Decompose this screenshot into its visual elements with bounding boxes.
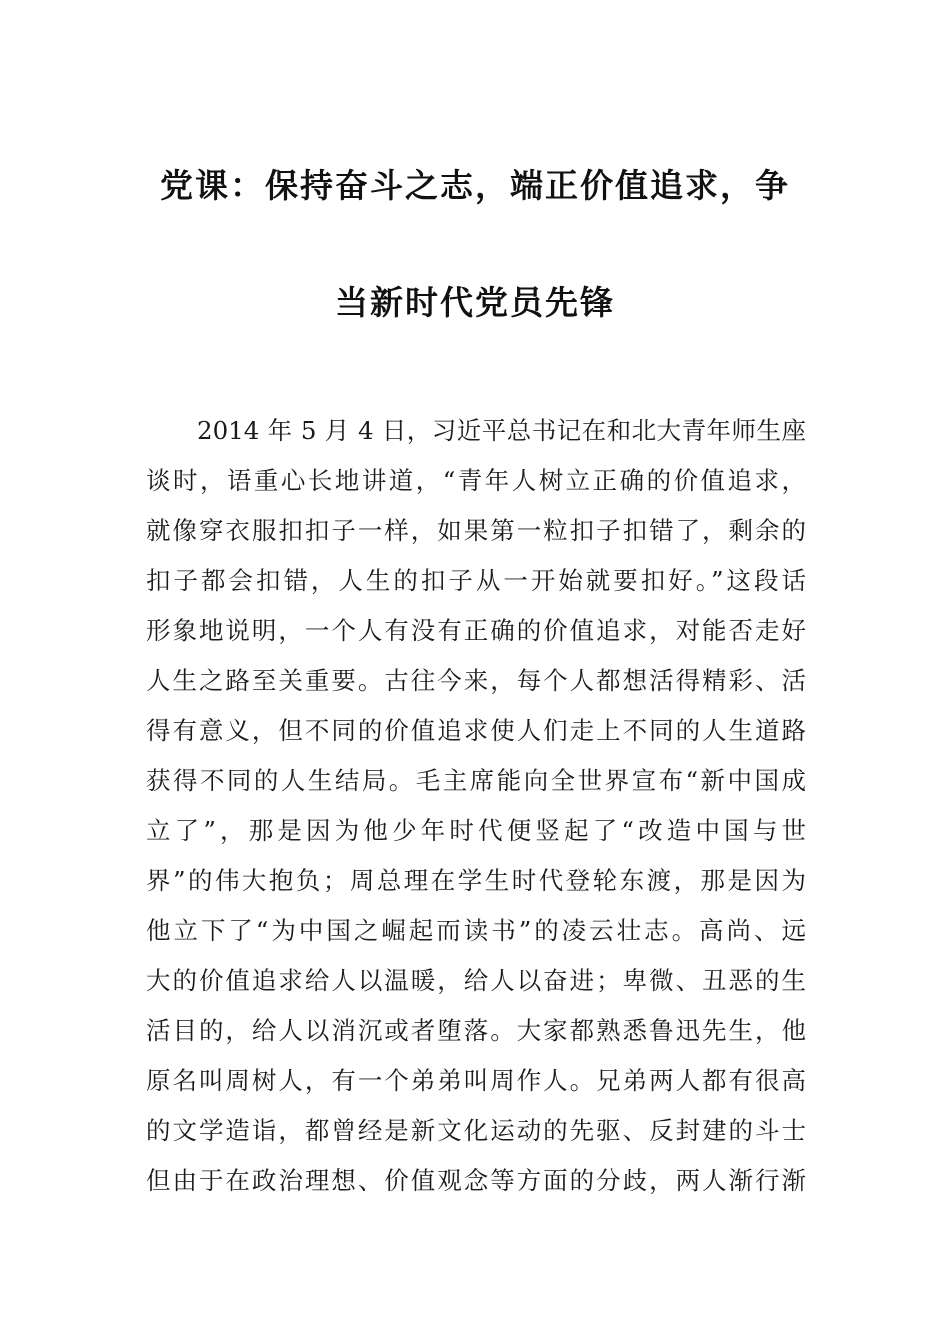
paragraph-line: 他立下了“为中国之崛起而读书”的凌云壮志。高尚、远	[146, 916, 806, 945]
paragraph-line: 获得不同的人生结局。毛主席能向全世界宣布“新中国成	[146, 766, 806, 795]
paragraph-line: 得有意义，但不同的价值追求使人们走上不同的人生道路	[146, 716, 806, 745]
paragraph-line: 谈时，语重心长地讲道，“青年人树立正确的价值追求，	[146, 466, 806, 495]
paragraph-line: 立了”，那是因为他少年时代便竖起了“改造中国与世	[146, 816, 806, 845]
document-title-line-1: 党课：保持奋斗之志，端正价值追求，争	[160, 166, 790, 205]
paragraph-line: 就像穿衣服扣扣子一样，如果第一粒扣子扣错了，剩余的	[146, 516, 806, 545]
paragraph-line: 的文学造诣，都曾经是新文化运动的先驱、反封建的斗士	[146, 1116, 806, 1145]
paragraph-line: 2014 年 5 月 4 日，习近平总书记在和北大青年师生座	[197, 416, 806, 445]
paragraph-line: 人生之路至关重要。古往今来，每个人都想活得精彩、活	[146, 666, 806, 695]
paragraph-line: 但由于在政治理想、价值观念等方面的分歧，两人渐行渐	[146, 1166, 806, 1195]
paragraph-line: 界”的伟大抱负；周总理在学生时代登轮东渡，那是因为	[146, 866, 806, 895]
paragraph-line: 活目的，给人以消沉或者堕落。大家都熟悉鲁迅先生，他	[146, 1016, 806, 1045]
document-title-line-2: 当新时代党员先锋	[335, 283, 615, 322]
paragraph-line: 原名叫周树人，有一个弟弟叫周作人。兄弟两人都有很高	[146, 1066, 806, 1095]
paragraph-line: 形象地说明，一个人有没有正确的价值追求，对能否走好	[146, 616, 806, 645]
paragraph-line: 扣子都会扣错，人生的扣子从一开始就要扣好。”这段话	[146, 566, 806, 595]
paragraph-line: 大的价值追求给人以温暖，给人以奋进；卑微、丑恶的生	[146, 966, 806, 995]
